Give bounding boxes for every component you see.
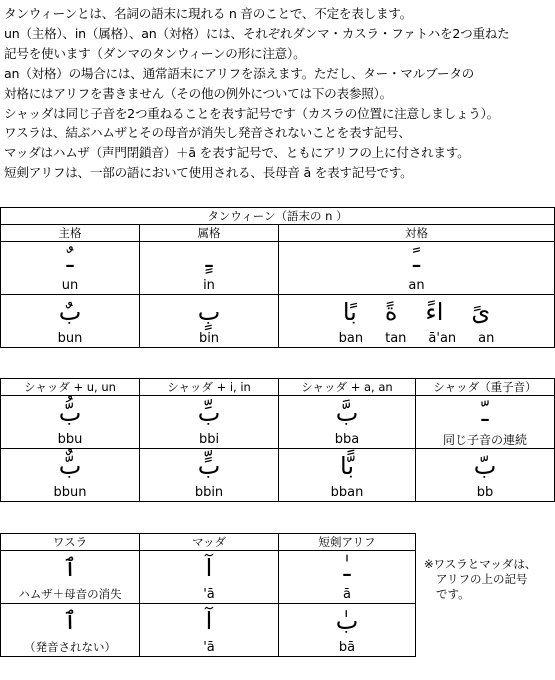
translit-aan: ā'an (428, 330, 457, 346)
header-dagger-alif: 短剣アリフ (279, 534, 416, 551)
tanwin-title: タンウィーン（語末の n ） (1, 208, 555, 225)
tanwin-mark-an: ـً (279, 242, 555, 277)
translit-bbun: bbun (1, 483, 140, 502)
translit-wasla-2: （発音されない） (1, 638, 140, 657)
translit-dagger-1: ā (279, 585, 416, 604)
intro-line: 短剣アリフは、一部の語において使用される、長母音 ā を表す記号です。 (4, 165, 413, 181)
intro-line: an（対格）の場合には、通常語末にアリフを添えます。ただし、ター・マルブータの (4, 65, 475, 81)
intro-line: ワスラは、結ぶハムザとその母音が消失し発音されないことを表す記号、 (4, 125, 411, 141)
madda-mark: آ (140, 551, 279, 586)
header-shadda-u: シャッダ + u, un (1, 379, 140, 396)
translit-bb: bb (416, 483, 555, 502)
translit-tan: tan (385, 330, 407, 346)
translit-dagger-2: bā (279, 638, 416, 657)
translit-bba: bba (279, 430, 416, 449)
shadda-bban: بًّا (279, 449, 416, 484)
translit-in: in (140, 276, 279, 295)
translit-bbi: bbi (140, 430, 279, 449)
translit-an: an (279, 276, 555, 295)
translit-bbin: bbin (140, 483, 279, 502)
translit-bbu: bbu (1, 430, 140, 449)
example-bin: بٍ (140, 295, 279, 330)
dagger-alif-mark: ـٰ (279, 551, 416, 586)
example-an: ىً (471, 298, 491, 326)
tanwin-mark-in: ـٍ (140, 242, 279, 277)
header-genitive: 属格 (140, 225, 279, 242)
intro-line: 記号を使います（ダンマのタンウィーンの形に注意）。 (4, 45, 306, 61)
shadda-bbin: بٍّ (140, 449, 279, 484)
example-accusative-group (279, 295, 555, 330)
translit-madda-2: 'ā (140, 638, 279, 657)
side-note (424, 557, 536, 602)
shadda-table (0, 378, 555, 502)
shadda-bba: بَّ (279, 396, 416, 431)
header-shadda-a: シャッダ + a, an (279, 379, 416, 396)
translit-ban: ban (338, 330, 364, 346)
intro-line: タンウィーンとは、名詞の語末に現れる n 音のことで、不定を表します。 (4, 6, 412, 21)
example-ban: بًا (342, 298, 357, 326)
header-accusative: 対格 (279, 225, 555, 242)
header-wasla: ワスラ (1, 534, 140, 551)
translit-bin: bin (140, 329, 279, 348)
translit-an: an (478, 330, 495, 346)
intro-line: マッダはハムザ（声門閉鎖音）＋ā を表す記号で、ともにアリフの上に付されます。 (4, 145, 470, 161)
translit-un: un (1, 276, 140, 295)
wasla-mark: ٱ (1, 551, 140, 586)
wasla-example: ٱ (1, 604, 140, 639)
header-shadda-double: シャッダ（重子音） (416, 379, 555, 396)
shadda-bbun: بٌّ (1, 449, 140, 484)
header-nominative: 主格 (1, 225, 140, 242)
translit-bun: bun (1, 329, 140, 348)
dagger-alif-example: بٰ (279, 604, 416, 639)
madda-example: آ (140, 604, 279, 639)
note-line: ※ワスラとマッダは、 (424, 557, 537, 571)
shadda-mark: ـّ (416, 396, 555, 431)
example-aan: اءً (425, 298, 444, 326)
example-tan: ةً (384, 298, 398, 326)
intro-line: un（主格）、in（属格）、an（対格）には、それぞれダンマ・カスラ・ファトハを2つ重ねた (4, 25, 510, 41)
translit-accusative-group (279, 329, 555, 348)
translit-double-consonant: 同じ子音の連続 (416, 430, 555, 449)
tanwin-mark-un: ـٌ (1, 242, 140, 277)
note-line: アリフの上の記号 (436, 572, 528, 586)
shadda-bbu: بُّ (1, 396, 140, 431)
intro-line: 対格にはアリフを書きません（その他の例外については下の表参照）。 (4, 85, 392, 101)
wasla-madda-table (0, 533, 416, 657)
example-bun: بٌ (1, 295, 140, 330)
note-line: です。 (436, 587, 470, 601)
translit-bban: bban (279, 483, 416, 502)
shadda-bbi: بِّ (140, 396, 279, 431)
tanwin-table (0, 207, 555, 348)
header-madda: マッダ (140, 534, 279, 551)
shadda-bb: بّ (416, 449, 555, 484)
header-shadda-i: シャッダ + i, in (140, 379, 279, 396)
translit-madda-1: 'ā (140, 585, 279, 604)
translit-wasla-1: ハムザ＋母音の消失 (1, 585, 140, 604)
intro-line: シャッダは同じ子音を2つ重ねることを表す記号です（カスラの位置に注意しましょう）。 (4, 105, 499, 121)
intro-text (4, 4, 552, 183)
